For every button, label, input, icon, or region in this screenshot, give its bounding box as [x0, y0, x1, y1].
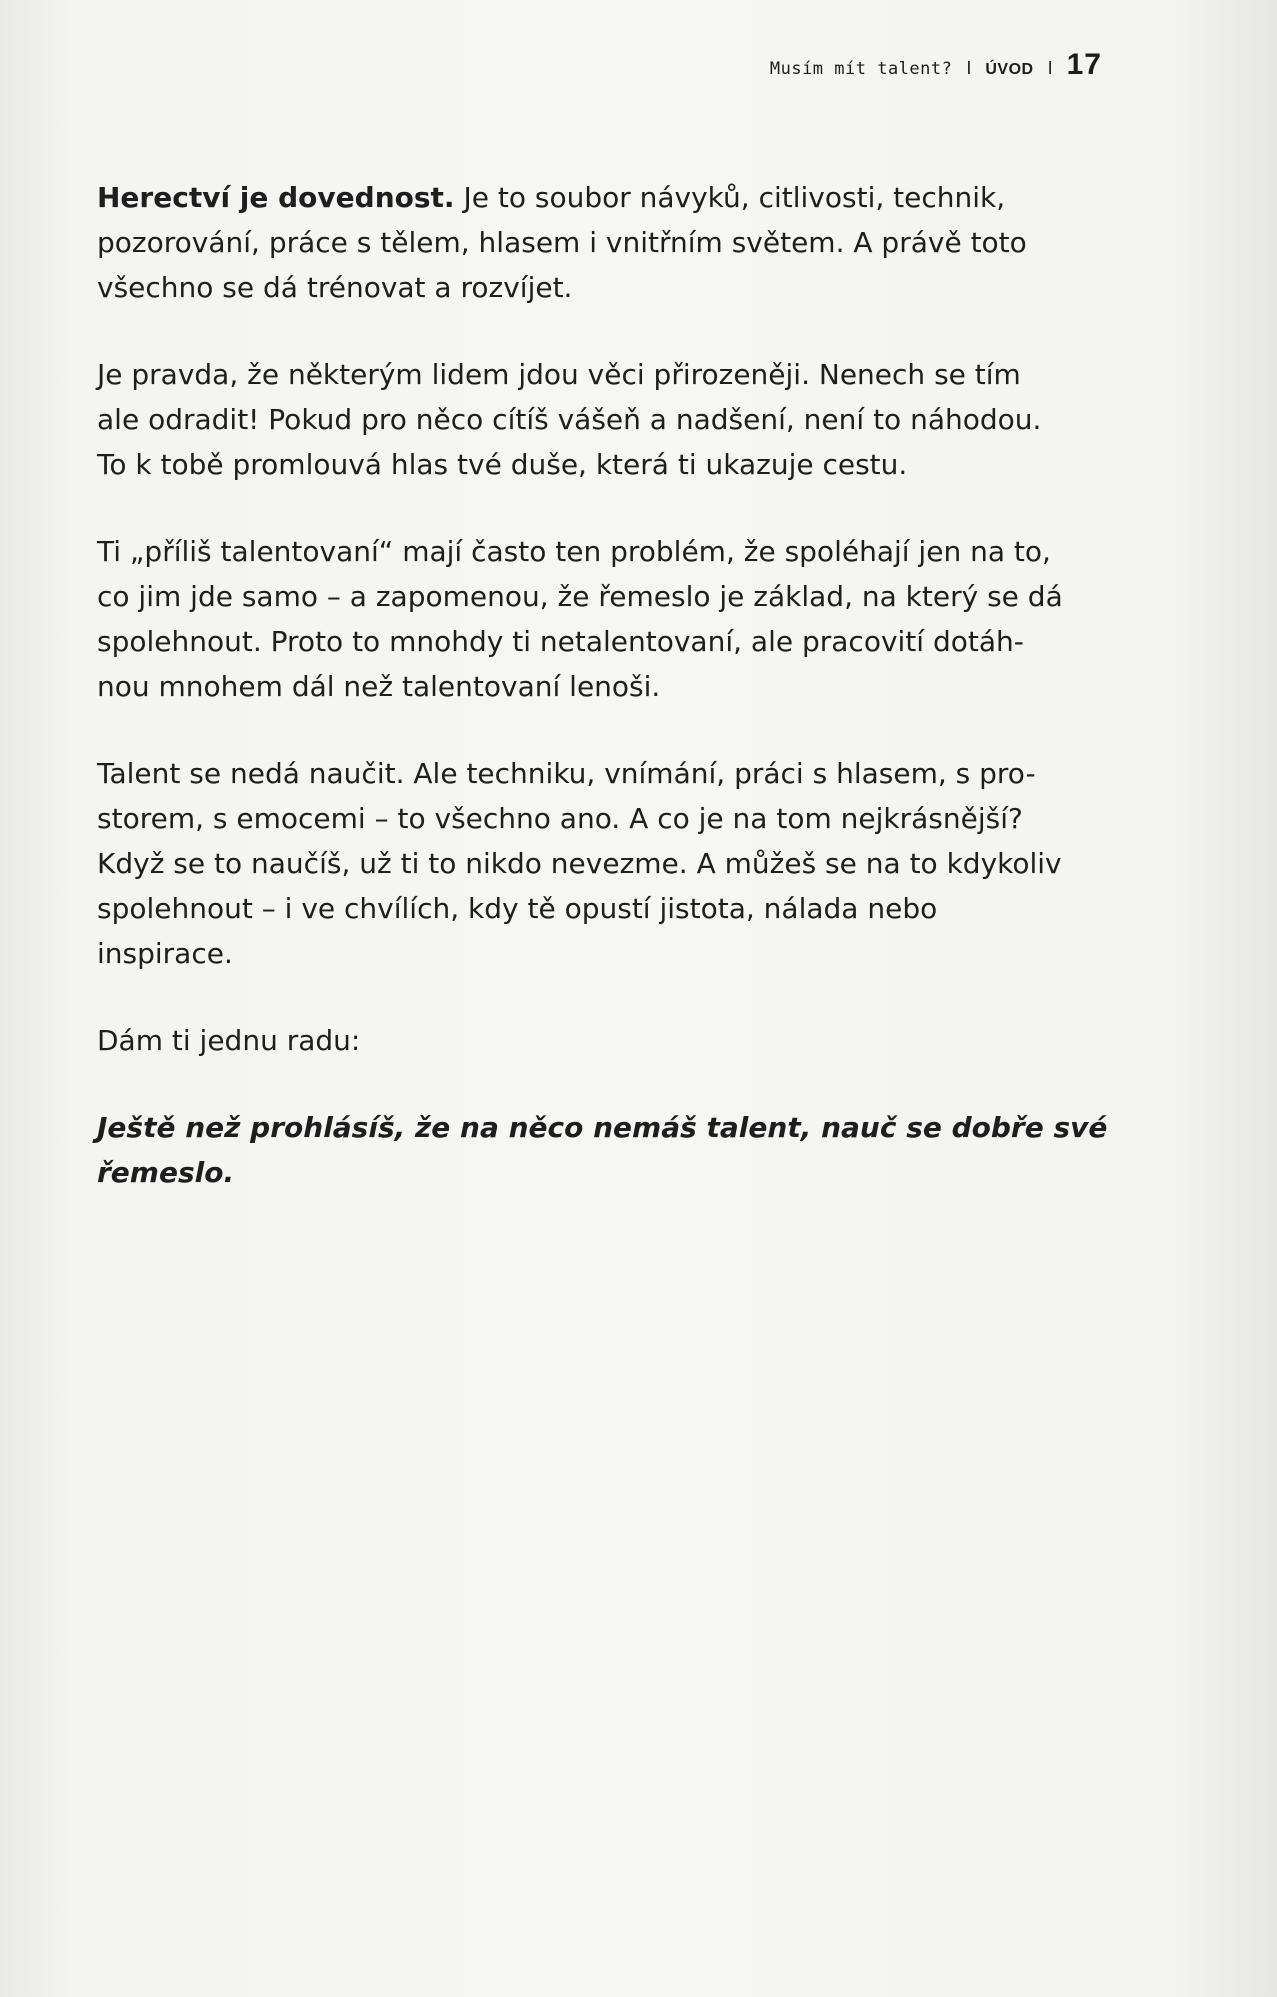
text-line: spolehnout. Proto to mnohdy ti netalentovaní, ale pracovití dotáh- [97, 625, 1024, 658]
running-head-separator: I [1047, 58, 1053, 78]
paragraph [97, 529, 1107, 709]
text-line: Když se to naučíš, už ti to nikdo nevezme. A můžeš se na to kdykoliv [97, 847, 1062, 880]
text-line: spolehnout – i ve chvílích, kdy tě opustí jistota, nálada nebo [97, 892, 938, 925]
paragraph [97, 352, 1107, 487]
paragraph [97, 751, 1107, 976]
text-line: co jim jde samo – a zapomenou, že řemeslo je základ, na který se dá [97, 580, 1063, 613]
page-number: 17 [1066, 48, 1102, 81]
text-line: Ještě než prohlásíš, že na něco nemáš talent, nauč se dobře své [97, 1111, 1108, 1144]
text-line-rest: Je to soubor návyků, citlivosti, technik, [454, 181, 1006, 214]
paragraph-lead: Herectví je dovednost. [97, 181, 455, 214]
running-head-section: ÚVOD [985, 61, 1034, 78]
running-head-separator: I [966, 58, 972, 78]
text-line [97, 175, 1107, 220]
text-line: řemeslo. [97, 1156, 235, 1189]
text-line: inspirace. [97, 937, 233, 970]
text-line: ale odradit! Pokud pro něco cítíš vášeň a nadšení, není to náhodou. [97, 403, 1042, 436]
running-head-title: Musím mít talent? [769, 59, 953, 79]
text-line: Dám ti jednu radu: [97, 1024, 361, 1057]
text-line: Talent se nedá naučit. Ale techniku, vnímání, práci s hlasem, s pro- [97, 757, 1036, 790]
body-text [97, 175, 1107, 1237]
text-line: storem, s emocemi – to všechno ano. A co je na tom nejkrásnější? [97, 802, 1023, 835]
paragraph [97, 175, 1107, 310]
text-line: všechno se dá trénovat a rozvíjet. [97, 271, 573, 304]
paragraph [97, 1018, 1107, 1063]
highlighted-advice [97, 1105, 1107, 1195]
running-head [770, 48, 1102, 82]
text-line: pozorování, práce s tělem, hlasem i vnitřním světem. A právě toto [97, 226, 1027, 259]
text-line: To k tobě promlouvá hlas tvé duše, která ti ukazuje cestu. [97, 448, 908, 481]
text-line: nou mnohem dál než talentovaní lenoši. [97, 670, 661, 703]
text-line: Ti „příliš talentovaní“ mají často ten problém, že spoléhají jen na to, [97, 535, 1051, 568]
text-line: Je pravda, že některým lidem jdou věci přirozeněji. Nenech se tím [97, 358, 1021, 391]
